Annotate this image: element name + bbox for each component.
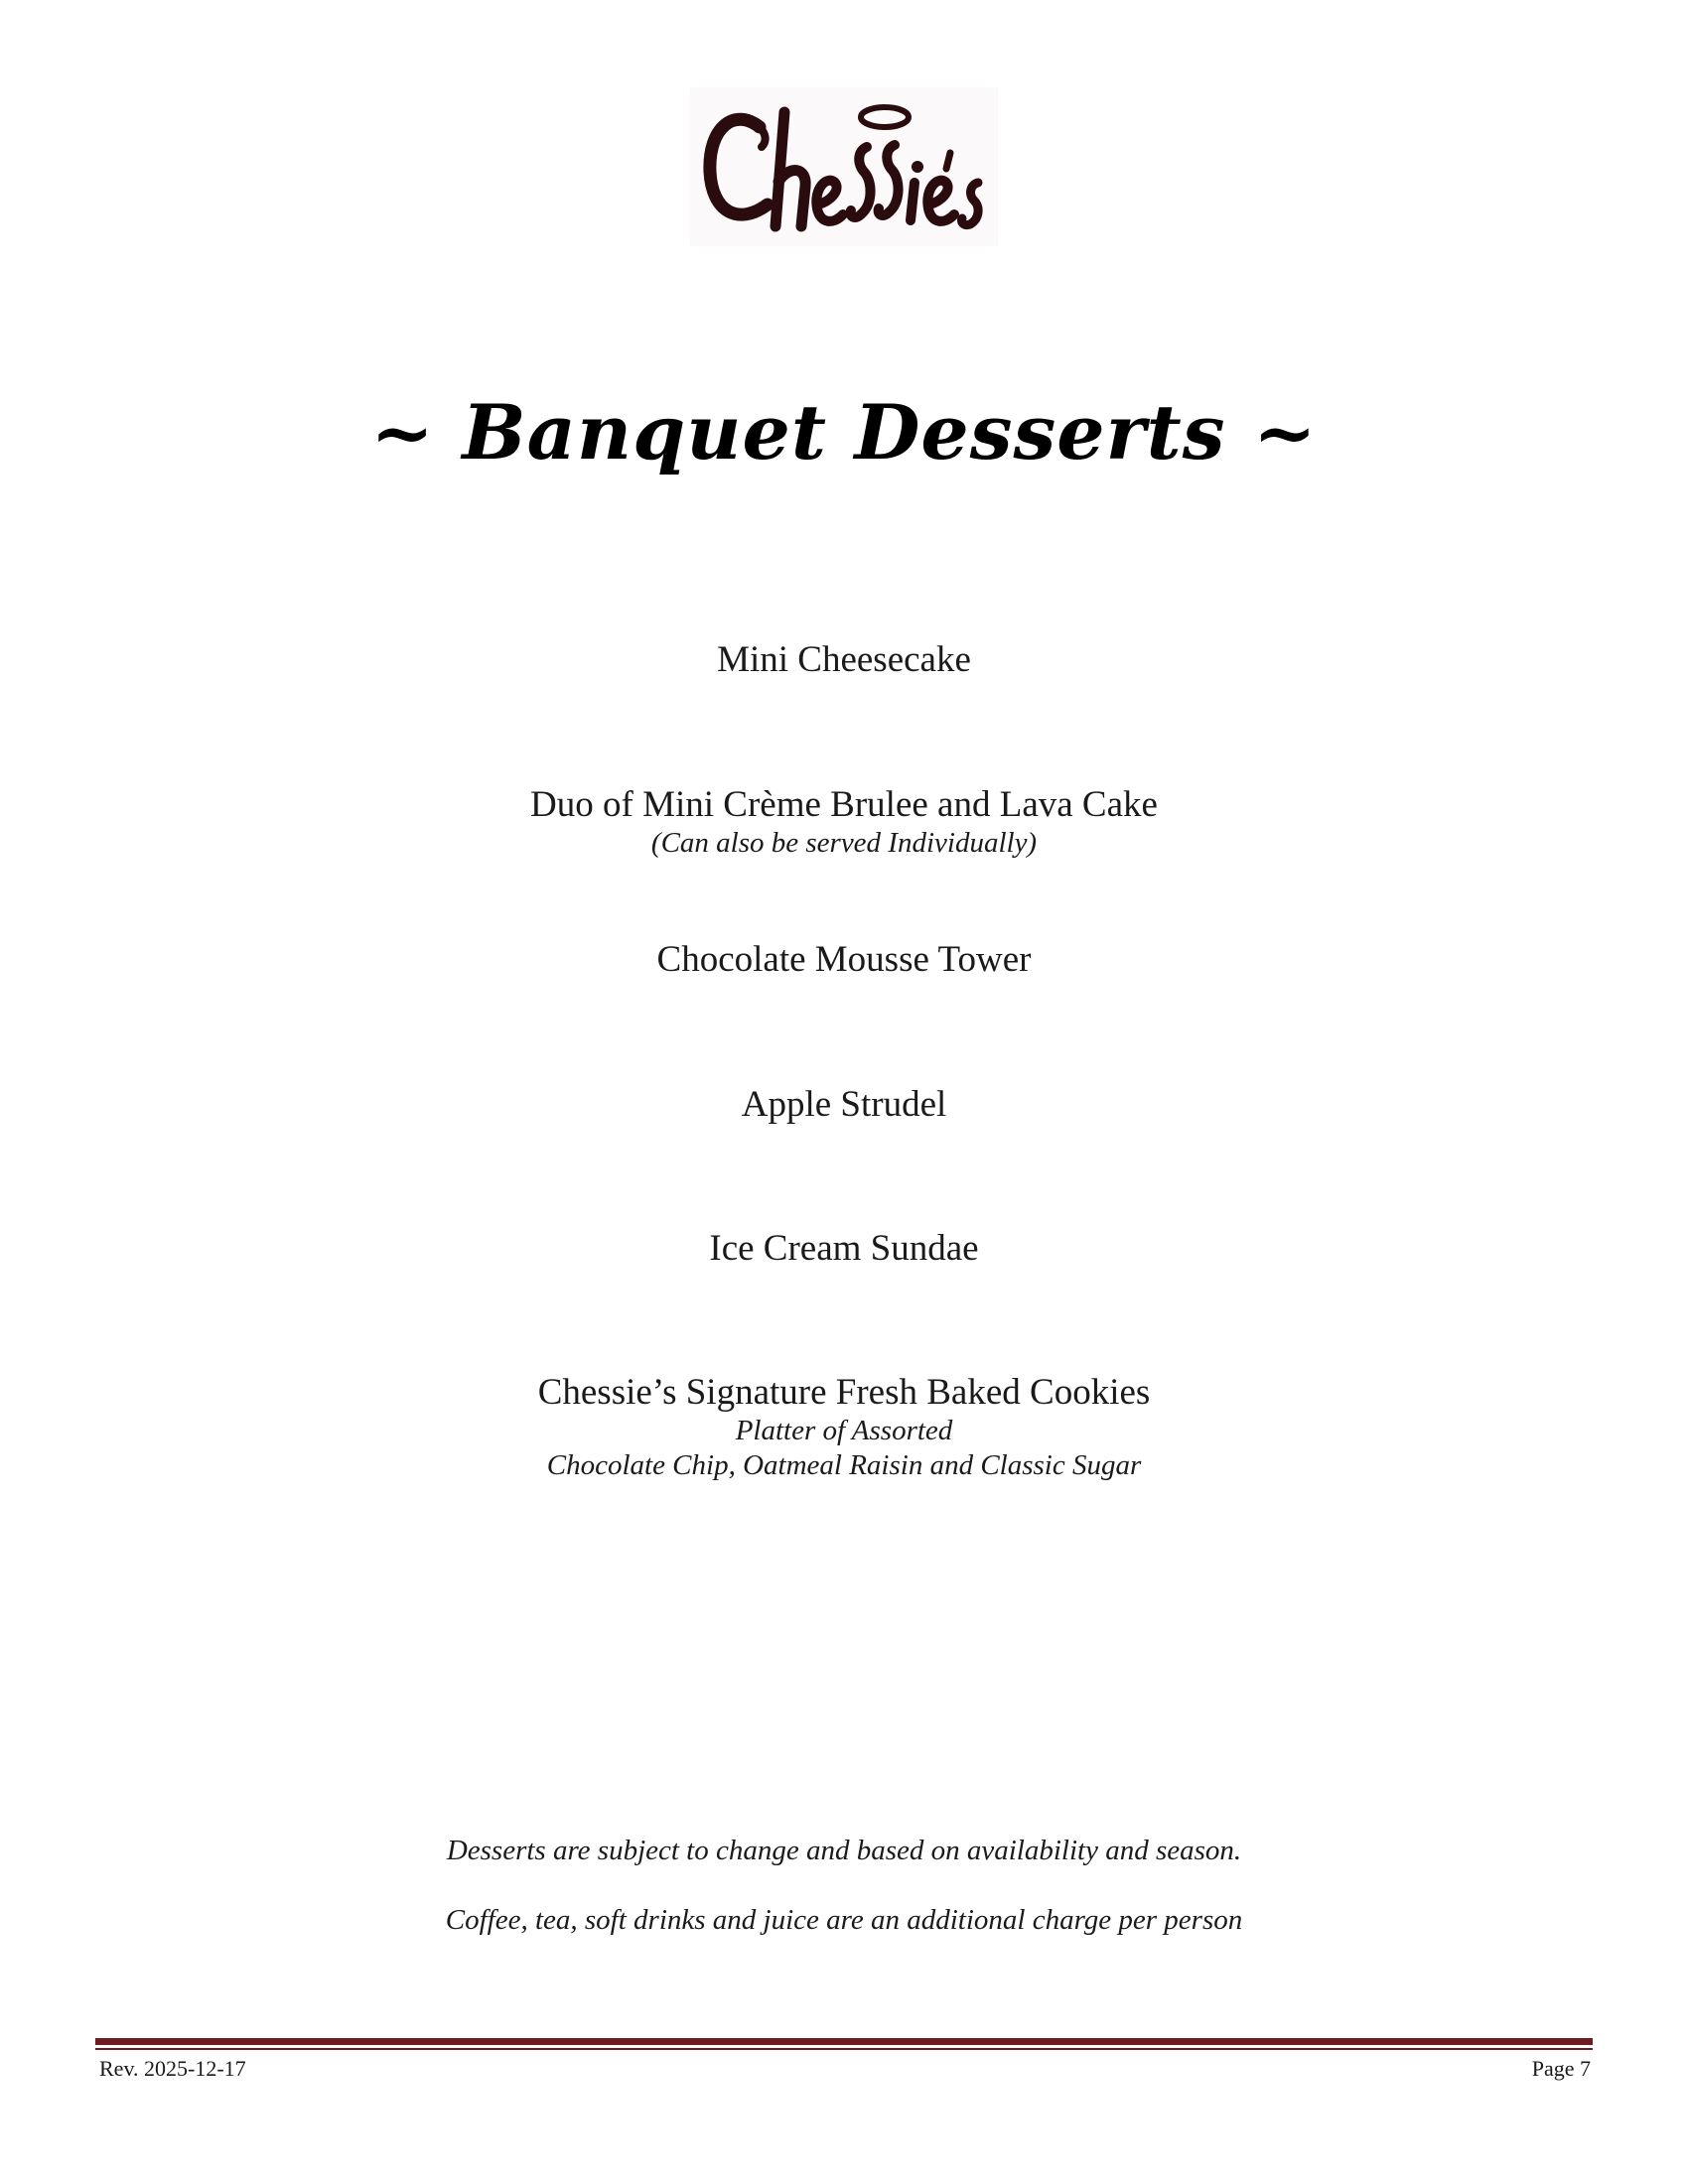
menu-item <box>0 939 1688 981</box>
menu-item <box>0 639 1688 681</box>
footer-rule <box>95 2038 1593 2045</box>
disclaimer-beverages: Coffee, tea, soft drinks and juice are an additional charge per person <box>445 1904 1243 1936</box>
disclaimer-availability: Desserts are subject to change and based on availability and season. <box>446 1835 1242 1866</box>
footer-rule-thin <box>95 2048 1593 2050</box>
menu-item <box>0 1228 1688 1270</box>
menu-item-name: Apple Strudel <box>741 1084 947 1125</box>
logo-area <box>0 87 1688 256</box>
menu-item <box>0 784 1688 861</box>
menu-item <box>0 1084 1688 1126</box>
revision-date: Rev. 2025-12-17 <box>99 2056 246 2081</box>
menu-item-note: (Can also be served Individually) <box>650 827 1038 859</box>
menu-item-name: Chessie’s Signature Fresh Baked Cookies <box>537 1372 1151 1413</box>
menu-item-note-detail: Chocolate Chip, Oatmeal Raisin and Classic Sugar <box>546 1449 1142 1481</box>
chessies-logo-image <box>690 87 998 246</box>
page-number: Page 7 <box>1531 2056 1591 2081</box>
page-title: ~ Banquet Desserts ~ <box>370 388 1318 477</box>
menu-item-name: Ice Cream Sundae <box>709 1228 979 1269</box>
chessies-logo <box>690 87 998 246</box>
menu-item-name: Chocolate Mousse Tower <box>656 939 1032 980</box>
menu-item-name: Mini Cheesecake <box>717 639 971 680</box>
menu-item-note: Platter of Assorted <box>735 1415 953 1446</box>
menu-item-name: Duo of Mini Crème Brulee and Lava Cake <box>530 784 1158 825</box>
menu-item <box>0 1372 1688 1483</box>
